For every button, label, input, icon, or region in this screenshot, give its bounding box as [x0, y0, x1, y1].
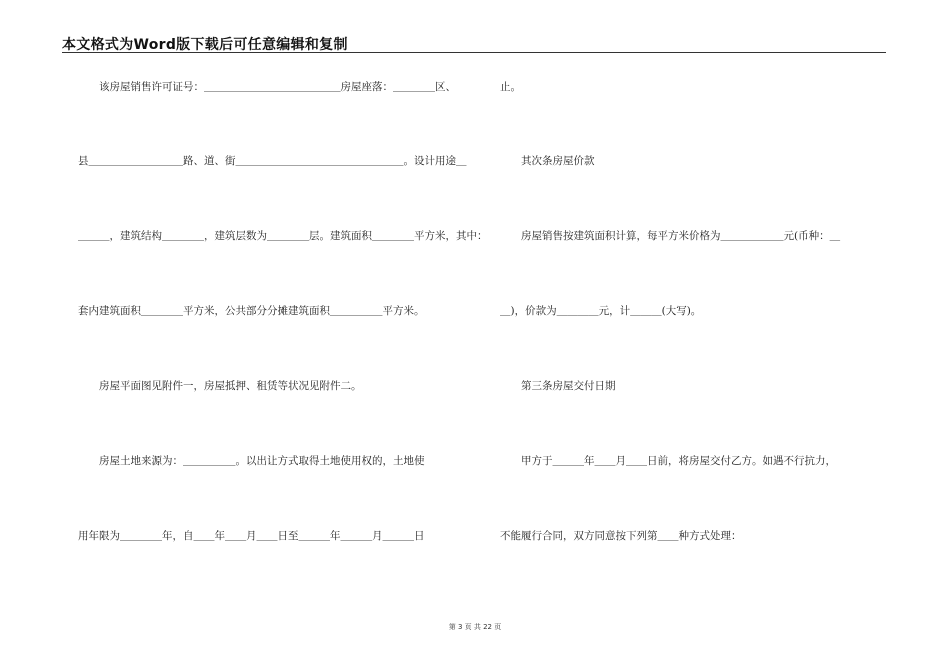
text-line: 止。	[500, 81, 521, 93]
text-line: 房屋销售按建筑面积计算，每平方米价格为＿＿＿＿＿＿元(币种：＿	[500, 230, 841, 242]
text-line: ＿＿＿，建筑结构＿＿＿＿，建筑层数为＿＿＿＿层。建筑面积＿＿＿＿平方米，其中：	[78, 230, 488, 242]
text-line: 房屋土地来源为：＿＿＿＿＿。以出让方式取得土地使用权的，土地使	[78, 455, 425, 467]
text-line: ＿)，价款为＿＿＿＿元，计＿＿＿(大写)。	[500, 305, 702, 317]
text-line: 套内建筑面积＿＿＿＿平方米，公共部分分摊建筑面积＿＿＿＿＿平方米。	[78, 305, 425, 317]
text-line: 县＿＿＿＿＿＿＿＿＿路、道、街＿＿＿＿＿＿＿＿＿＿＿＿＿＿＿＿。设计用途＿	[78, 155, 467, 167]
text-line: 不能履行合同，双方同意按下列第＿＿种方式处理：	[500, 530, 742, 542]
text-line: 甲方于＿＿＿年＿＿月＿＿日前，将房屋交付乙方。如遇不行抗力，	[500, 455, 836, 467]
document-header-title: 本文格式为Word版下载后可任意编辑和复制	[62, 37, 348, 53]
text-line: 其次条房屋价款	[500, 155, 595, 167]
text-line: 该房屋销售许可证号：＿＿＿＿＿＿＿＿＿＿＿＿＿房屋座落：＿＿＿＿区、	[78, 81, 456, 93]
text-line: 用年限为＿＿＿＿年，自＿＿年＿＿月＿＿日至＿＿＿年＿＿＿月＿＿＿日	[78, 530, 425, 542]
header-divider	[62, 52, 886, 53]
text-line: 第三条房屋交付日期	[500, 380, 616, 392]
page-number: 第 3 页 共 22 页	[448, 623, 502, 631]
text-line: 房屋平面图见附件一，房屋抵押、租赁等状况见附件二。	[78, 380, 362, 392]
